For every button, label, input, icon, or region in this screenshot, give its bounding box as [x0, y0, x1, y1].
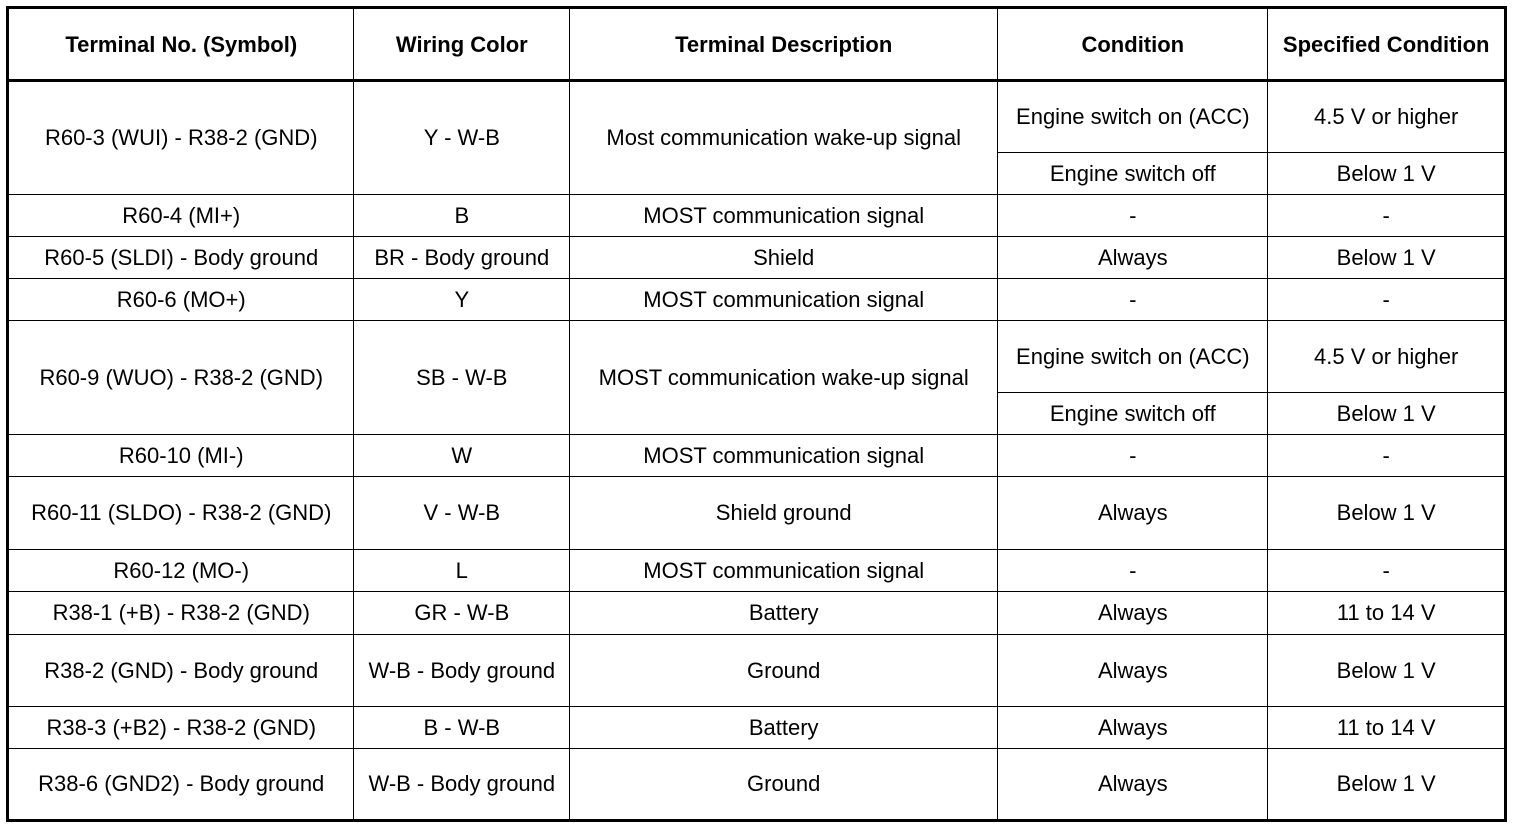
cell-terminal: R60-10 (MI-) — [8, 435, 354, 477]
table-row — [8, 237, 1506, 279]
cell-condition: Always — [998, 477, 1268, 550]
cell-condition: Always — [998, 237, 1268, 279]
cell-specified: Below 1 V — [1268, 393, 1506, 435]
cell-description: Shield — [570, 237, 998, 279]
cell-specified: Below 1 V — [1268, 749, 1506, 821]
cell-description: MOST communication wake-up signal — [570, 321, 998, 435]
cell-description: Shield ground — [570, 477, 998, 550]
cell-specified: 11 to 14 V — [1268, 707, 1506, 749]
cell-condition: Always — [998, 635, 1268, 707]
table-row — [8, 635, 1506, 707]
cell-wiring-color: Y — [354, 279, 570, 321]
cell-terminal: R38-6 (GND2) - Body ground — [8, 749, 354, 821]
cell-description: Ground — [570, 635, 998, 707]
cell-description: Battery — [570, 707, 998, 749]
cell-specified: - — [1268, 279, 1506, 321]
header-row — [8, 8, 1506, 81]
cell-description: Most communication wake-up signal — [570, 81, 998, 195]
cell-terminal: R38-1 (+B) - R38-2 (GND) — [8, 592, 354, 635]
cell-wiring-color: W-B - Body ground — [354, 749, 570, 821]
cell-condition: Engine switch on (ACC) — [998, 81, 1268, 153]
cell-terminal: R60-3 (WUI) - R38-2 (GND) — [8, 81, 354, 195]
cell-condition: Always — [998, 592, 1268, 635]
cell-wiring-color: Y - W-B — [354, 81, 570, 195]
table-row — [8, 550, 1506, 592]
cell-terminal: R60-6 (MO+) — [8, 279, 354, 321]
cell-condition: Engine switch on (ACC) — [998, 321, 1268, 393]
cell-specified: Below 1 V — [1268, 635, 1506, 707]
cell-condition: Always — [998, 749, 1268, 821]
cell-description: MOST communication signal — [570, 435, 998, 477]
cell-wiring-color: V - W-B — [354, 477, 570, 550]
table-row — [8, 195, 1506, 237]
cell-wiring-color: GR - W-B — [354, 592, 570, 635]
table-row — [8, 707, 1506, 749]
terminal-inspection-table — [6, 6, 1507, 822]
cell-description: MOST communication signal — [570, 279, 998, 321]
header-specified-condition: Specified Condition — [1268, 8, 1506, 81]
table-row — [8, 321, 1506, 393]
cell-description: Battery — [570, 592, 998, 635]
cell-specified: Below 1 V — [1268, 237, 1506, 279]
cell-condition: Engine switch off — [998, 393, 1268, 435]
header-terminal-description: Terminal Description — [570, 8, 998, 81]
table-row — [8, 592, 1506, 635]
cell-wiring-color: SB - W-B — [354, 321, 570, 435]
header-terminal: Terminal No. (Symbol) — [8, 8, 354, 81]
table-row — [8, 279, 1506, 321]
cell-specified: 4.5 V or higher — [1268, 321, 1506, 393]
header-condition: Condition — [998, 8, 1268, 81]
cell-condition: - — [998, 435, 1268, 477]
cell-terminal: R60-11 (SLDO) - R38-2 (GND) — [8, 477, 354, 550]
cell-description: MOST communication signal — [570, 195, 998, 237]
table-row — [8, 477, 1506, 550]
cell-specified: Below 1 V — [1268, 153, 1506, 195]
cell-condition: - — [998, 279, 1268, 321]
cell-specified: 4.5 V or higher — [1268, 81, 1506, 153]
cell-condition: - — [998, 195, 1268, 237]
cell-specified: - — [1268, 435, 1506, 477]
cell-wiring-color: B — [354, 195, 570, 237]
table-row — [8, 435, 1506, 477]
table-row — [8, 749, 1506, 821]
cell-condition: Always — [998, 707, 1268, 749]
table-row — [8, 81, 1506, 153]
header-wiring-color: Wiring Color — [354, 8, 570, 81]
cell-condition: - — [998, 550, 1268, 592]
cell-wiring-color: W — [354, 435, 570, 477]
cell-terminal: R60-4 (MI+) — [8, 195, 354, 237]
cell-condition: Engine switch off — [998, 153, 1268, 195]
cell-wiring-color: BR - Body ground — [354, 237, 570, 279]
cell-description: MOST communication signal — [570, 550, 998, 592]
cell-specified: - — [1268, 195, 1506, 237]
cell-description: Ground — [570, 749, 998, 821]
cell-terminal: R60-5 (SLDI) - Body ground — [8, 237, 354, 279]
cell-wiring-color: L — [354, 550, 570, 592]
cell-terminal: R38-2 (GND) - Body ground — [8, 635, 354, 707]
cell-terminal: R60-12 (MO-) — [8, 550, 354, 592]
cell-specified: Below 1 V — [1268, 477, 1506, 550]
cell-wiring-color: W-B - Body ground — [354, 635, 570, 707]
cell-terminal: R38-3 (+B2) - R38-2 (GND) — [8, 707, 354, 749]
cell-terminal: R60-9 (WUO) - R38-2 (GND) — [8, 321, 354, 435]
cell-specified: 11 to 14 V — [1268, 592, 1506, 635]
cell-wiring-color: B - W-B — [354, 707, 570, 749]
cell-specified: - — [1268, 550, 1506, 592]
